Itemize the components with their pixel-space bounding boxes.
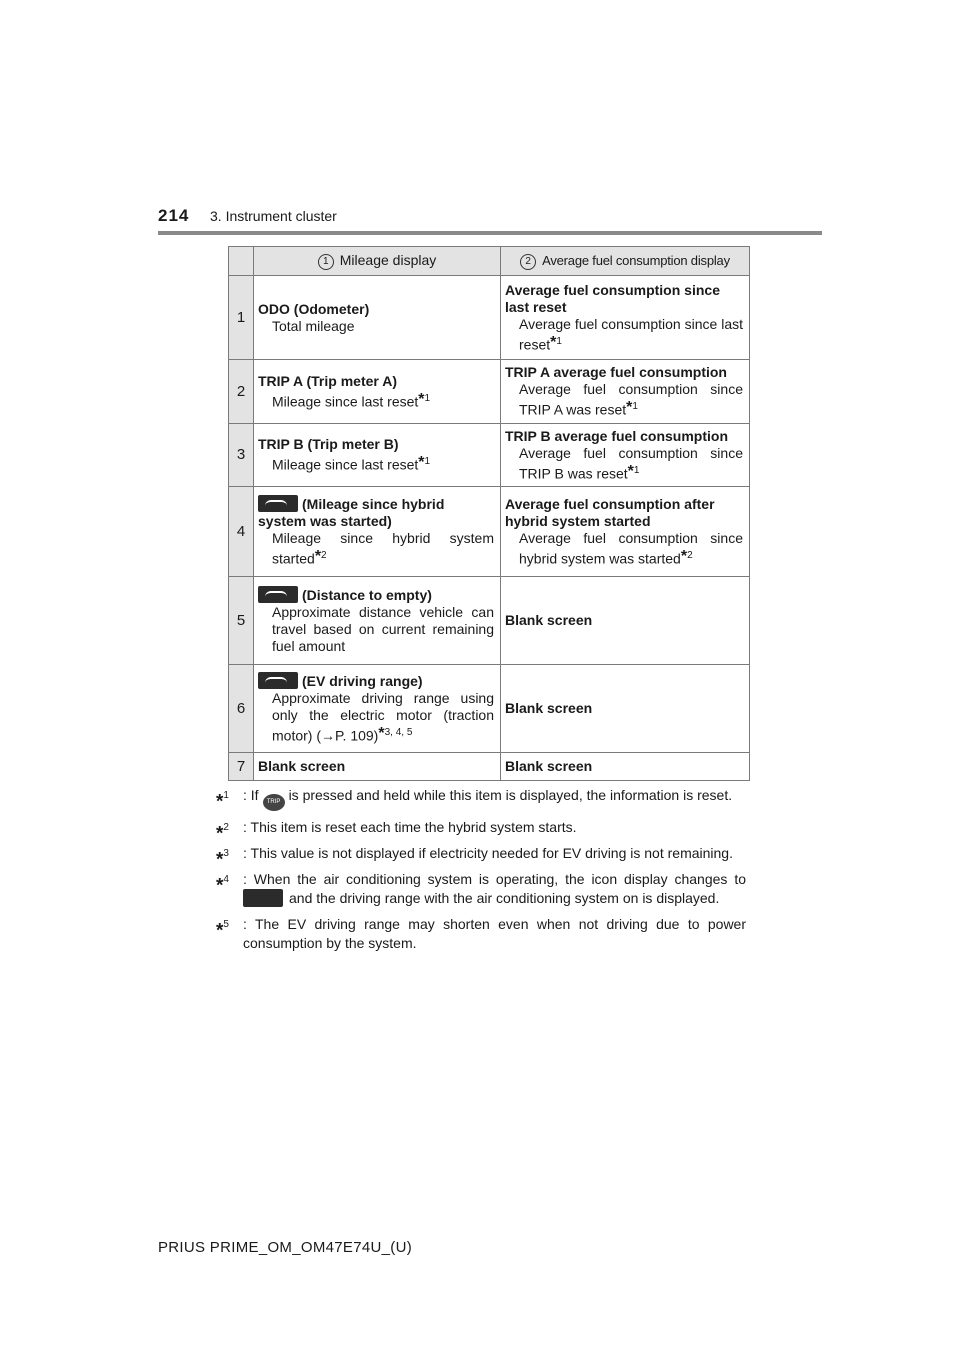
fuel-cell [501,753,750,781]
item-description: Average fuel consumption since TRIP B was reset$^{*1}$ [519,444,743,482]
footnote-ref: *2 [680,547,693,565]
item-title: TRIP B (Trip meter B) [258,436,399,453]
item-description: Total mileage [272,317,355,334]
item-title: TRIP A (Trip meter A) [258,372,397,389]
arrow-right-icon: → [321,728,335,745]
row-number: 1 [229,276,254,360]
ev-range-icon [258,672,298,689]
item-description: Mileage since hybrid system started$^{*2}$ [272,530,494,568]
row-number: 7 [229,753,254,781]
item-title: Blank screen [505,700,593,717]
header-label: Average fuel consumption display [542,253,730,268]
table-row [229,276,750,360]
row-number: 6 [229,665,254,753]
footnotes [216,786,746,960]
footnote-ref: *1 [418,390,431,408]
item-title: (EV driving range) [258,672,494,690]
mileage-cell [254,276,501,360]
table-row [229,423,750,487]
footnote-ref: *2 [314,548,327,566]
table-row [229,487,750,577]
item-title: TRIP B average fuel consumption [505,427,729,444]
item-description: Average fuel consumption since hybrid system was started$^{*2}$ [519,529,743,567]
ac-range-icon [243,889,283,907]
mileage-cell [254,360,501,424]
footnote-mark: *$^4$ [216,874,229,897]
item-title: ODO (Odometer) [258,300,370,317]
footnote-ref: *1 [550,333,562,351]
fuel-cell [501,276,750,360]
header-rule [158,231,822,235]
item-description: Mileage since last reset$^{*1}$ [272,390,431,410]
footnote: *$^1$ : If TRIP is pressed and held while this item is displayed, the information is reset. [216,787,733,813]
row-number: 2 [229,360,254,424]
document-code: PRIUS PRIME_OM_OM47E74U_(U) [158,1239,412,1256]
item-description: Approximate distance vehicle can travel based on current remaining fuel amount [272,604,494,655]
footnote: *$^4$ : When the air conditioning system is operating, the icon display changes to and the driving range with the air conditioning system on is displayed. [216,871,746,906]
fuel-cell [501,360,750,424]
item-description: Average fuel consumption since last reset$^{*1}$ [519,315,743,353]
header-label: Mileage display [339,252,437,268]
item-description: Approximate driving range using only the electric motor (traction motor) (→P. 109)$^{*3, 4, 5}$ [272,690,494,745]
row-number: 5 [229,577,254,665]
circled-number-2-icon: 2 [520,254,536,270]
header-mileage-display [254,247,501,276]
item-title: TRIP A average fuel consumption [505,364,727,380]
item-title: (Distance to empty) [258,586,494,604]
mileage-cell [254,577,501,665]
footnote-ref: *1 [418,454,431,472]
circled-number-1-icon: 1 [318,254,334,270]
page-header [158,206,822,236]
item-title: (Mileage since hybrid system was started) [258,496,445,530]
display-items-table [228,246,750,781]
table-row [229,577,750,665]
footnote-ref: *3, 4, 5 [378,725,413,743]
row-number: 3 [229,423,254,487]
table-row [229,665,750,753]
fuel-cell [501,423,750,487]
section-title: 3. Instrument cluster [210,208,337,224]
footnote-mark: *$^1$ [216,790,229,813]
header-blank-cell [229,247,254,276]
fuel-cell [501,665,750,753]
fuel-pump-icon [258,586,298,603]
table-row [229,753,750,781]
mileage-cell [254,753,501,781]
item-title: Blank screen [505,612,593,629]
trip-button-icon: TRIP [263,794,285,811]
item-description: Mileage since last reset$^{*1}$ [272,454,431,473]
table-header-row [229,247,750,276]
hybrid-mileage-icon [258,495,298,512]
footnote-mark: *$^5$ [216,919,229,942]
fuel-cell [501,577,750,665]
page-reference[interactable]: P. 109) [335,728,379,745]
footnote-ref: *1 [627,462,640,480]
table-row [229,360,750,424]
footnote-mark: *$^3$ [216,848,229,871]
item-description: Average fuel consumption since TRIP A was reset$^{*1}$ [519,381,743,418]
footnote-mark: *$^2$ [216,822,229,845]
footnote: *$^3$ : This value is not displayed if electricity needed for EV driving is not remaining. [216,845,733,871]
fuel-cell [501,487,750,577]
header-average-fuel-display [501,247,750,276]
item-title: Average fuel consumption after hybrid system started [505,495,715,529]
mileage-cell [254,423,501,487]
footnote: *$^5$ : The EV driving range may shorten even when not driving due to power consumption by the system. [216,916,746,951]
mileage-cell [254,665,501,753]
footnote-ref: *1 [626,399,638,416]
footnote: *$^2$ : This item is reset each time the hybrid system starts. [216,819,577,845]
page-number: 214 [158,206,190,225]
item-title: Average fuel consumption since last reset [505,281,720,315]
row-number: 4 [229,487,254,577]
item-title: Blank screen [258,758,346,775]
mileage-cell [254,487,501,577]
item-title: Blank screen [505,758,593,775]
